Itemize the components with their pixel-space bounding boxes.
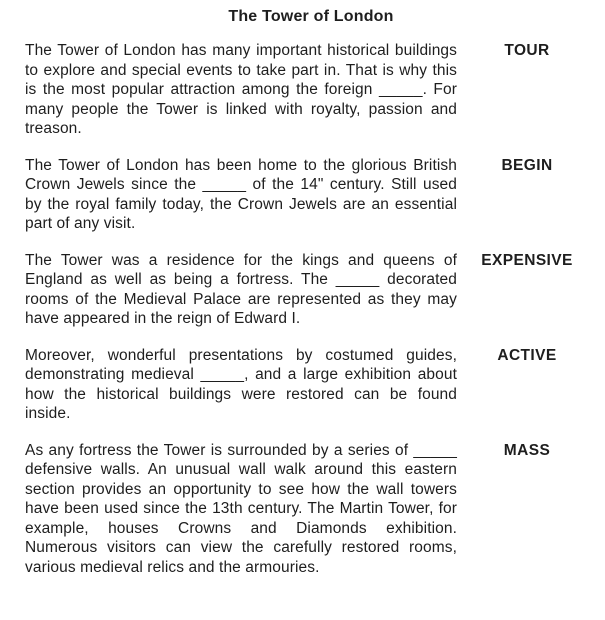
keyword-label: BEGIN [501, 156, 553, 174]
exercise-item [25, 346, 597, 424]
paragraph-text: Moreover, wonderful presentations by costumed guides, demonstrating medieval _____, and a large exhibition about how the historical buildings were restored can be found inside. [25, 346, 457, 422]
keyword-label: MASS [503, 441, 551, 459]
keyword-label: TOUR [504, 42, 550, 59]
paragraph-text: The Tower of London has been home to the glorious British Crown Jewels since the _____ of the 14" century. Still used by the royal family today, the Crown Jewels are an essential part of any visit. [25, 156, 457, 232]
exercise-item [25, 156, 597, 234]
keyword-label: ACTIVE [497, 346, 557, 364]
exercise-item [25, 441, 597, 578]
exercise-item [25, 251, 597, 329]
paragraph-text: The Tower of London has many important historical buildings to explore and special events to take part in. That is why this is the most popular attraction among the foreign _____. For many people the Tower is linked with royalty, passion and treason. [25, 42, 457, 137]
exercise-item [25, 41, 597, 139]
paragraph-text: The Tower was a residence for the kings and queens of England as well as being a fortress. The _____ decorated rooms of the Medieval Palace are represented as they may have appeared in the reign of Edward I. [25, 251, 457, 327]
page-title: The Tower of London [228, 8, 394, 25]
keyword-label: EXPENSIVE [481, 251, 573, 269]
paragraph-text: As any fortress the Tower is surrounded by a series of _____ defensive walls. An unusual wall walk around this eastern section provides an opportunity to see how the wall towers have been used since the 13th century. The Martin Tower, for example, houses Crowns and Diamonds exhibition. Numerous visitors can view the carefully restored rooms, various medieval relics and the armouries. [25, 441, 457, 576]
